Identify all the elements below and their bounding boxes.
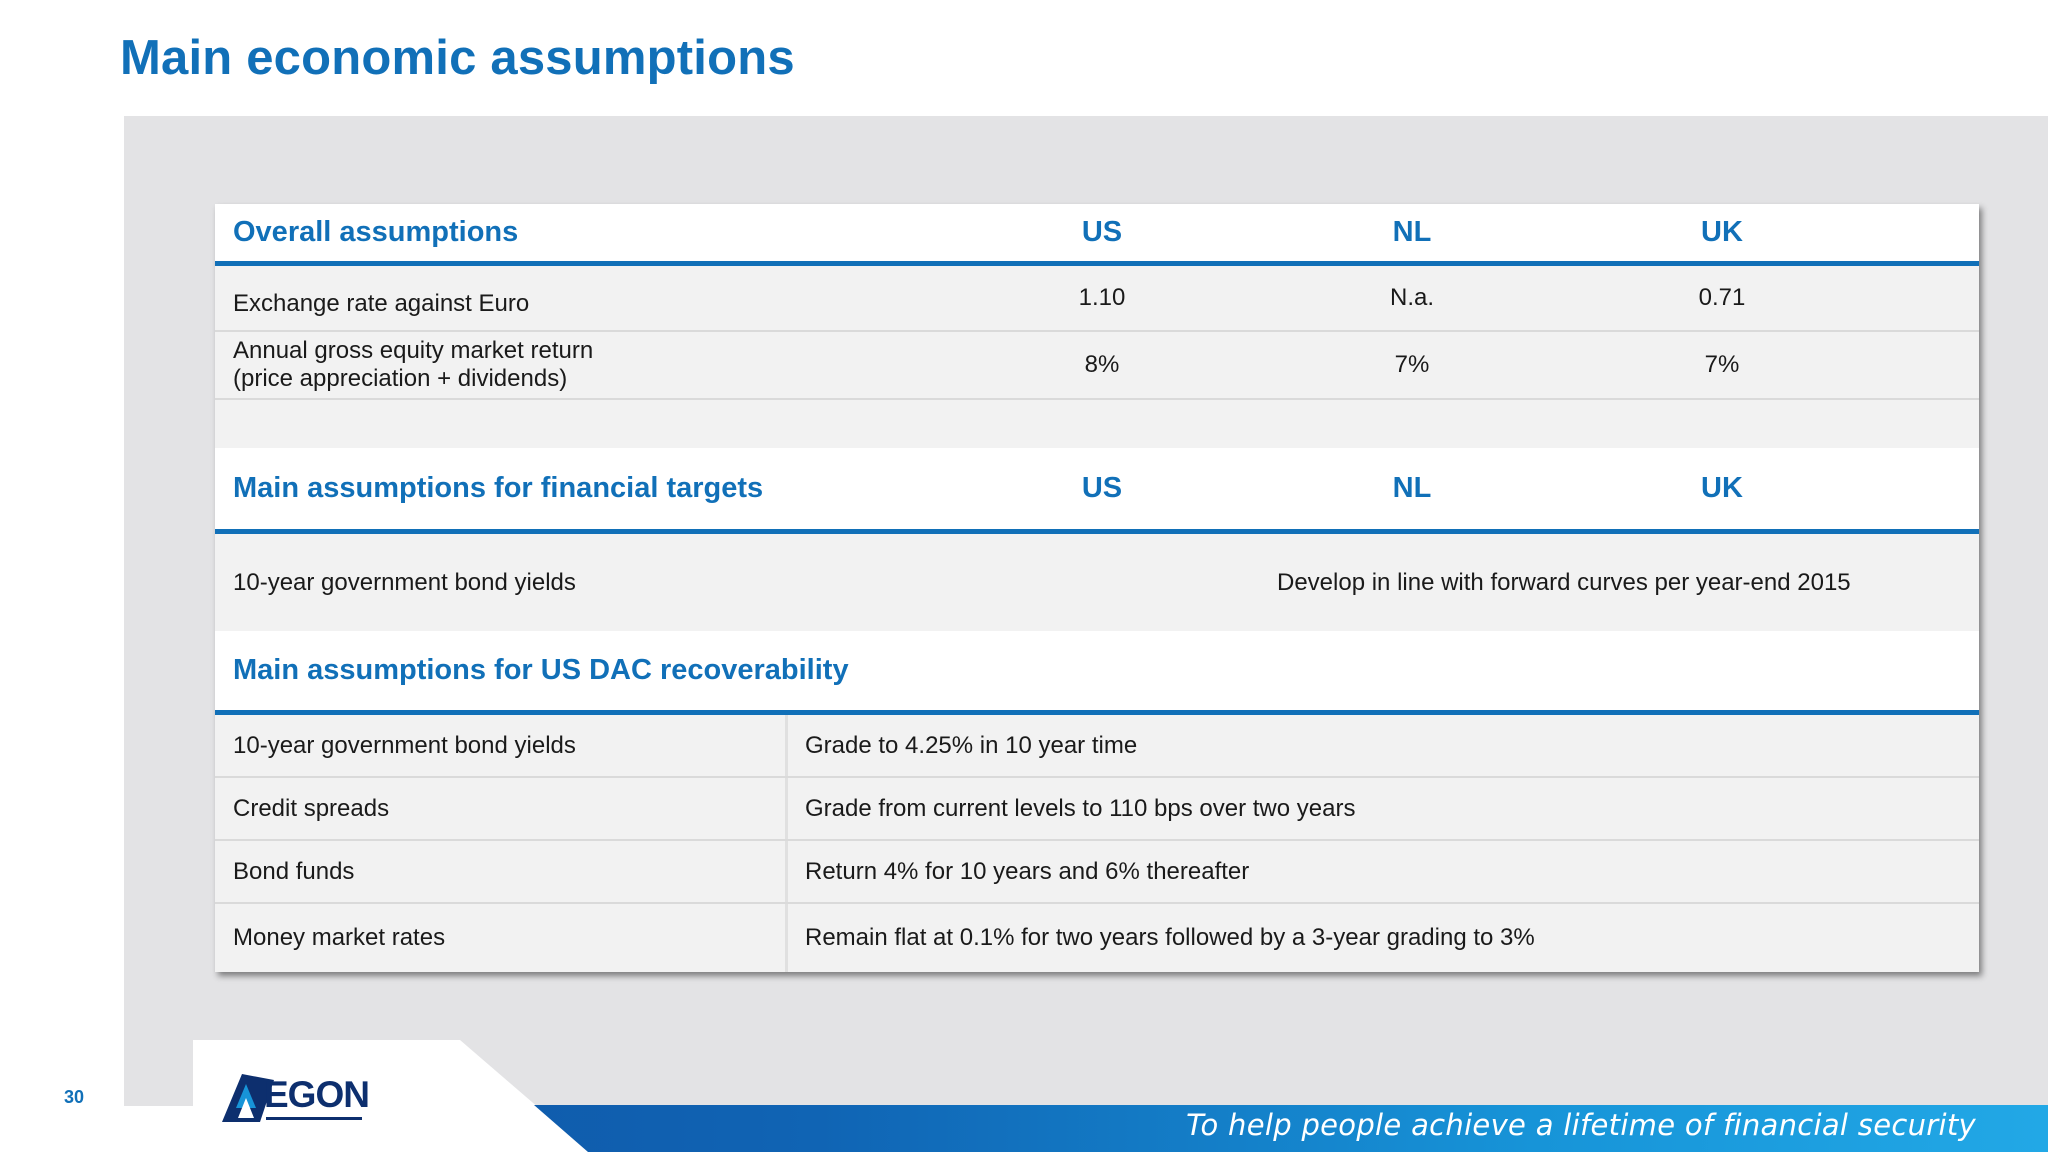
column-divider [785,778,788,839]
row-value: Grade to 4.25% in 10 year time [805,731,1138,759]
row-value: Return 4% for 10 years and 6% thereafter [805,857,1250,885]
financial-targets-header [215,448,1979,534]
assumptions-table [215,204,1979,972]
value-uk: 0.71 [1698,284,1746,311]
table-row [215,534,1979,631]
overall-col-uk: UK [1701,216,1743,248]
value-us: 8% [1084,351,1120,378]
logo-underline [266,1117,362,1120]
value-nl: 7% [1394,351,1430,378]
table-row [215,778,1979,841]
value-us: 1.10 [1078,284,1126,311]
row-value: Remain flat at 0.1% for two years followed by a 3-year grading to 3% [805,924,1535,951]
row-label: 10-year government bond yields [233,731,576,759]
value-uk: 7% [1704,351,1740,378]
row-value: Grade from current levels to 110 bps over two years [805,794,1356,822]
row-label-line2: (price appreciation + dividends) [233,365,568,392]
overall-col-us: US [1081,216,1123,248]
page-number: 30 [64,1087,85,1107]
targets-col-us: US [1081,472,1123,504]
row-label: Bond funds [233,857,355,885]
page-title: Main economic assumptions [120,31,795,85]
aegon-logo [216,1068,369,1124]
column-divider [785,715,788,776]
row-label: Credit spreads [233,794,390,822]
overall-col-nl: NL [1392,216,1432,248]
row-label: Money market rates [233,924,446,951]
financial-targets-header-label: Main assumptions for financial targets [233,472,764,504]
row-label: Exchange rate against Euro [233,290,530,317]
column-divider [785,904,788,972]
table-row [215,904,1979,972]
overall-header-label: Overall assumptions [233,216,519,248]
dac-header [215,631,1979,715]
targets-col-nl: NL [1392,472,1432,504]
table-row [215,332,1979,400]
footer-tagline: To help people achieve a lifetime of financial security [1186,1108,1976,1142]
column-divider [785,841,788,902]
dac-header-label: Main assumptions for US DAC recoverability [233,654,849,686]
row-label: 10-year government bond yields [233,568,576,596]
value-nl: N.a. [1389,284,1434,311]
targets-col-uk: UK [1701,472,1743,504]
row-value: Develop in line with forward curves per year-end 2015 [1277,568,1851,596]
table-row [215,841,1979,904]
table-row [215,266,1979,332]
row-label-line1: Annual gross equity market return [233,337,594,364]
row-label [233,332,593,398]
logo-text: EGON [264,1074,369,1115]
table-row [215,715,1979,778]
overall-header [215,204,1979,266]
